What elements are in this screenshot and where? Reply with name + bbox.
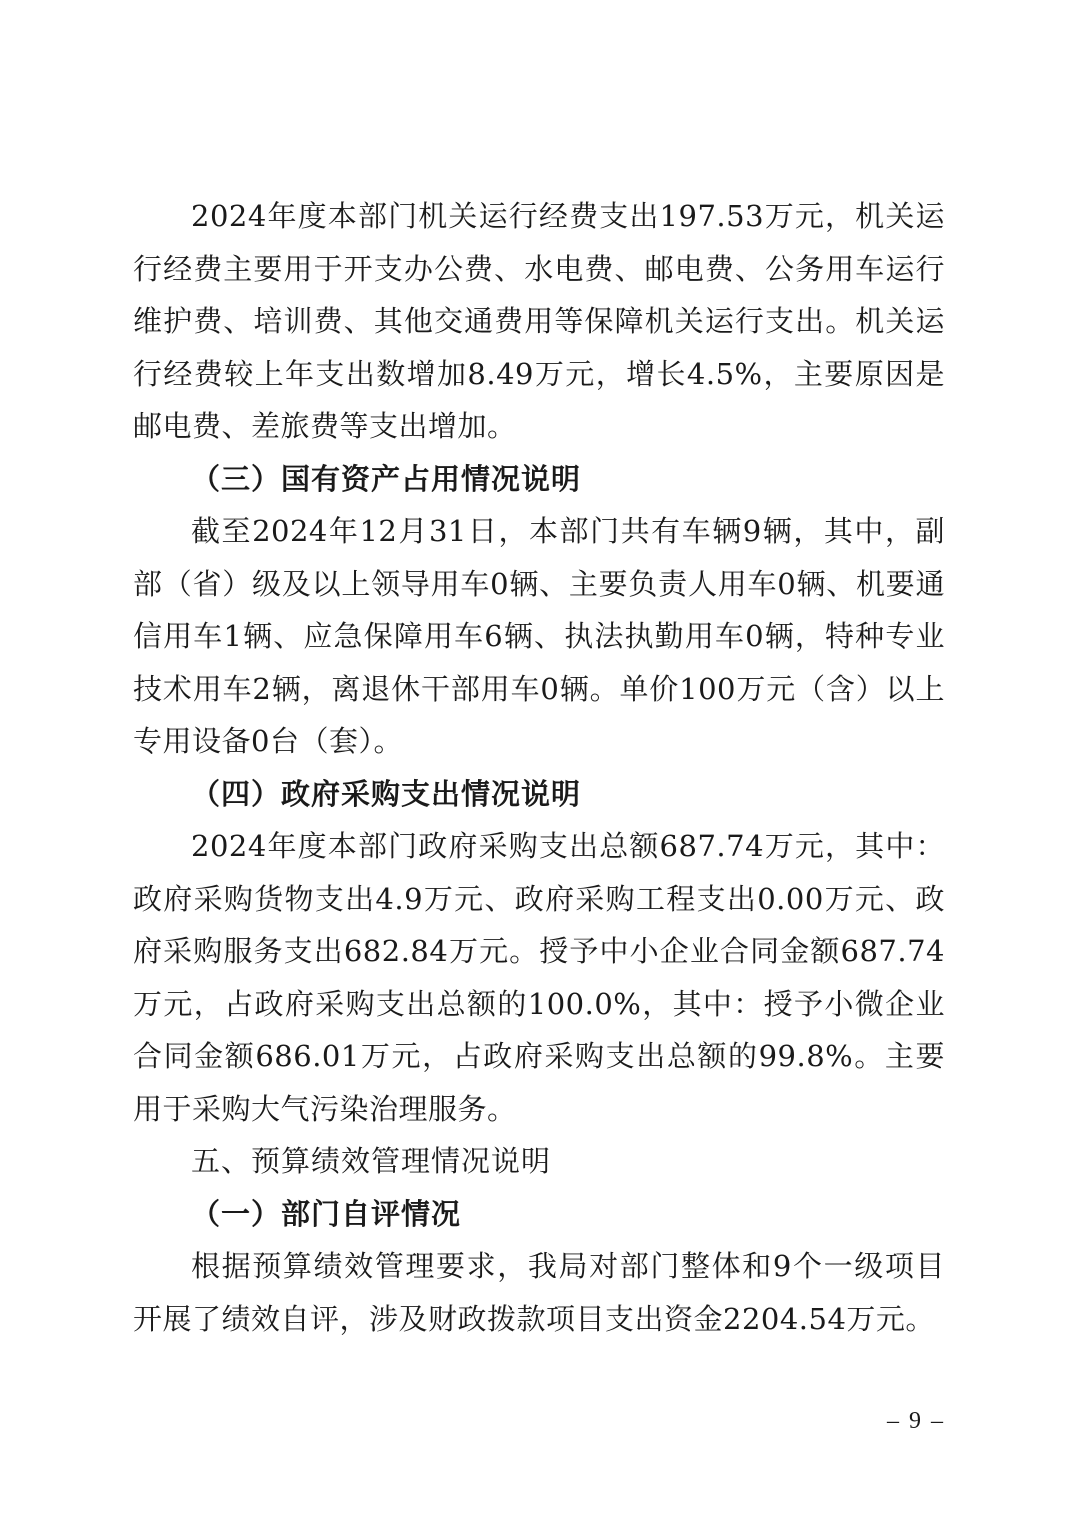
paragraph-operating-expenses: 2024年度本部门机关运行经费支出197.53万元，机关运行经费主要用于开支办公费、水电费、邮电费、公务用车运行维护费、培训费、其他交通费用等保障机关运行支出。机关运行经费较上年支出数增加8.49万元，增长4.5%，主要原因是邮电费、差旅费等支出增加。 bbox=[133, 199, 945, 443]
section-heading-state-assets: （三）国有资产占用情况说明 bbox=[191, 461, 582, 496]
page-number: – 9 – bbox=[887, 1408, 945, 1434]
document-body bbox=[133, 190, 945, 1345]
paragraph-state-assets: 截至2024年12月31日，本部门共有车辆9辆，其中，副部（省）级及以上领导用车0辆、主要负责人用车0辆、机要通信用车1辆、应急保障用车6辆、执法执勤用车0辆，特种专业技术用车2辆，离退休干部用车0辆。单价100万元（含）以上专用设备0台（套）。 bbox=[133, 514, 945, 758]
section-heading-performance: 五、预算绩效管理情况说明 bbox=[191, 1144, 552, 1178]
section-heading-procurement: （四）政府采购支出情况说明 bbox=[191, 776, 582, 811]
paragraph-self-evaluation: 根据预算绩效管理要求，我局对部门整体和9个一级项目开展了绩效自评，涉及财政拨款项目支出资金2204.54万元。 bbox=[133, 1249, 945, 1336]
paragraph-procurement: 2024年度本部门政府采购支出总额687.74万元，其中：政府采购货物支出4.9万元、政府采购工程支出0.00万元、政府采购服务支出682.84万元。授予中小企业合同金额687.74万元，占政府采购支出总额的100.0%，其中：授予小微企业合同金额686.01万元，占政府采购支出总额的99.8%。主要用于采购大气污染治理服务。 bbox=[133, 829, 945, 1126]
section-heading-self-evaluation: （一）部门自评情况 bbox=[191, 1196, 462, 1231]
